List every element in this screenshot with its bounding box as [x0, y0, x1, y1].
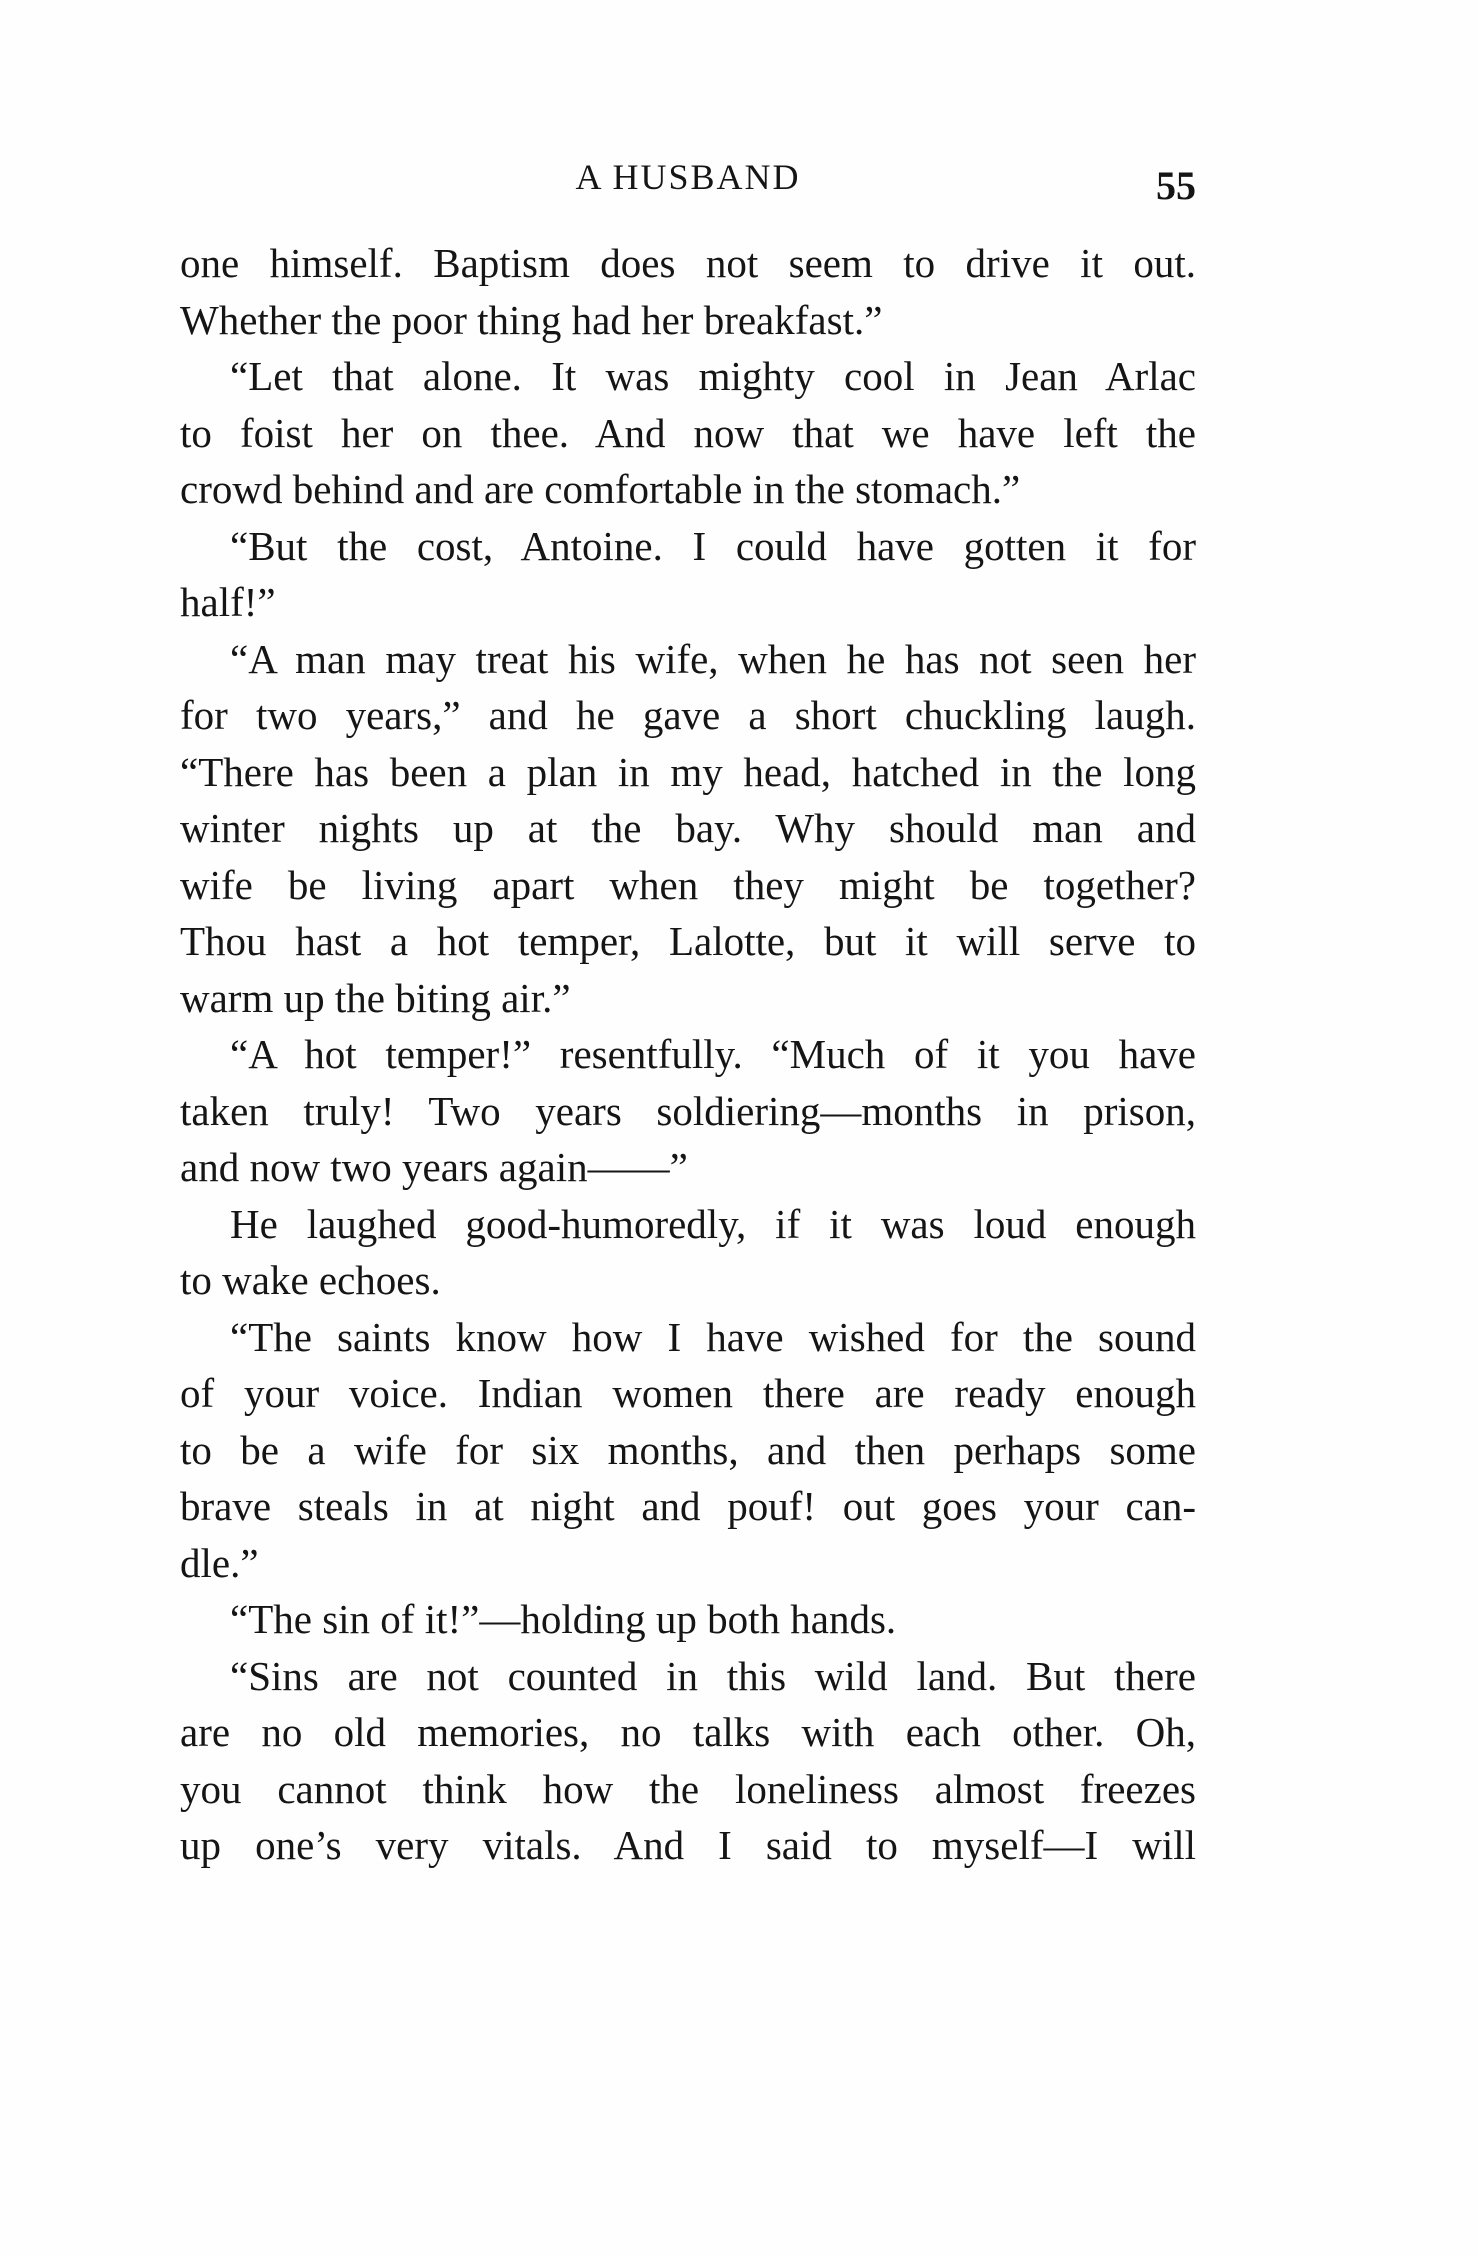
text-line: for two years,” and he gave a short chuckling laugh.	[180, 692, 1196, 738]
text-line: “The saints know how I have wished for the sound	[230, 1313, 1196, 1360]
text-line: to wake echoes.	[180, 1257, 441, 1303]
text-line: “The sin of it!”—holding up both hands.	[230, 1596, 897, 1642]
text-line: “A man may treat his wife, when he has not seen her	[230, 635, 1196, 682]
text-line: winter nights up at the bay. Why should man and	[180, 805, 1196, 851]
text-line: “Sins are not counted in this wild land. But there	[230, 1652, 1196, 1699]
text-line: Thou hast a hot temper, Lalotte, but it will serve to	[180, 918, 1196, 964]
text-line: “A hot temper!” resentfully. “Much of it you have	[230, 1031, 1196, 1077]
text-line: one himself. Baptism does not seem to drive it out.	[180, 240, 1196, 286]
page-number: 55	[1156, 163, 1196, 208]
text-line: to foist her on thee. And now that we have left the	[180, 409, 1196, 456]
text-line: wife be living apart when they might be together?	[180, 861, 1196, 908]
text-line: dle.”	[180, 1539, 259, 1586]
text-line: of your voice. Indian women there are ready enough	[180, 1370, 1196, 1416]
text-line: to be a wife for six months, and then perhaps some	[180, 1426, 1196, 1473]
text-line: “Let that alone. It was mighty cool in Jean Arlac	[230, 353, 1196, 399]
text-line: taken truly! Two years soldiering—months in prison,	[180, 1087, 1196, 1134]
text-line: He laughed good-humoredly, if it was loud enough	[230, 1200, 1196, 1247]
running-head	[180, 150, 1196, 210]
text-line: “But the cost, Antoine. I could have gotten it for	[230, 522, 1196, 569]
body-text	[180, 235, 1196, 1874]
text-line: and now two years again——”	[180, 1144, 688, 1190]
text-line: are no old memories, no talks with each other. Oh,	[180, 1709, 1196, 1755]
text-line: you cannot think how the loneliness almost freezes	[180, 1765, 1196, 1812]
text-line: up one’s very vitals. And I said to myself—I will	[180, 1822, 1196, 1868]
text-line: “There has been a plan in my head, hatched in the long	[180, 748, 1196, 795]
text-line: Whether the poor thing had her breakfast.”	[180, 296, 883, 343]
text-line: warm up the biting air.”	[180, 974, 571, 1021]
text-line: crowd behind and are comfortable in the stomach.”	[180, 466, 1021, 512]
text-line: brave steals in at night and pouf! out goes your can-	[180, 1483, 1196, 1529]
running-title: A HUSBAND	[575, 157, 801, 197]
text-line: half!”	[180, 579, 276, 625]
